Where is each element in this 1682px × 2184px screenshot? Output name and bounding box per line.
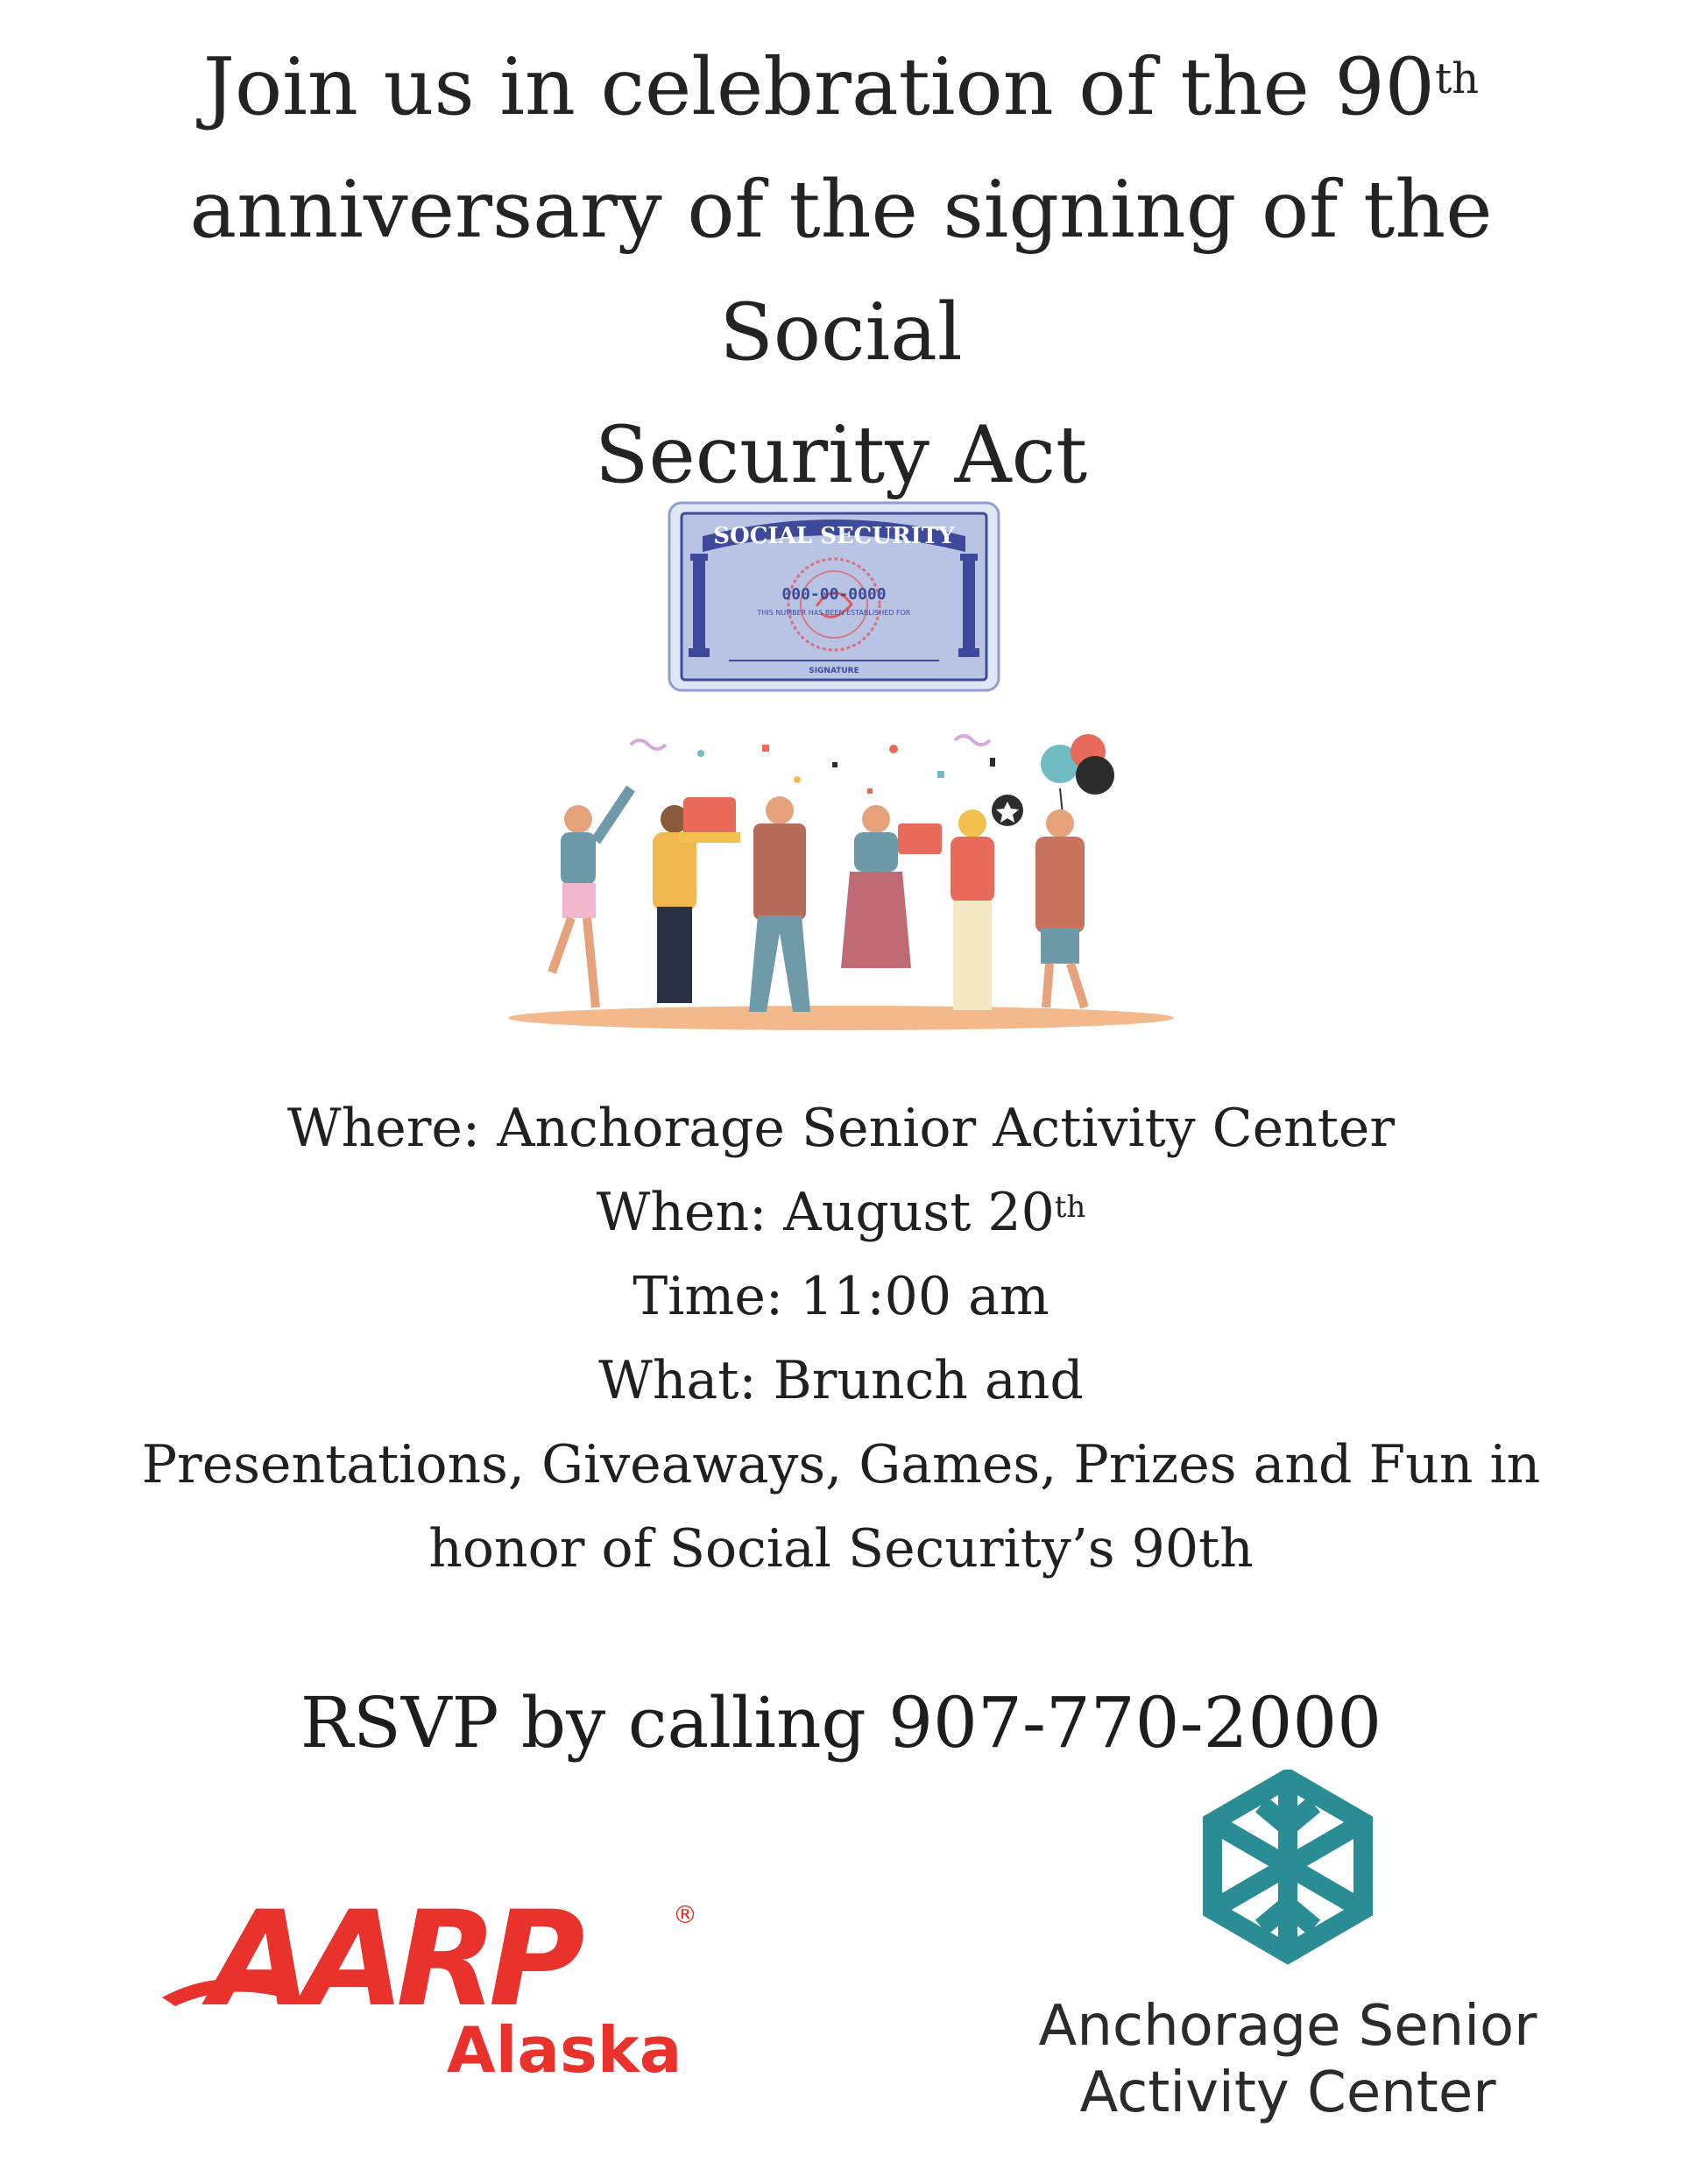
anchorage-senior-activity-center-logo bbox=[999, 1770, 1577, 2155]
what-line-2: Presentations, Giveaways, Games, Prizes and Fun in bbox=[141, 1434, 1541, 1495]
registered-mark: ® bbox=[673, 1900, 697, 1929]
card-signature-label: SIGNATURE bbox=[809, 667, 859, 675]
social-security-card-image bbox=[668, 501, 1000, 692]
headline-line-3: Security Act bbox=[594, 409, 1088, 501]
ascl-line-2: Activity Center bbox=[1079, 2060, 1496, 2125]
what-line-3: honor of Social Security’s 90th bbox=[428, 1518, 1254, 1580]
where-line: Where: Anchorage Senior Activity Center bbox=[286, 1098, 1396, 1159]
headline-line-1: Join us in celebration of the 90th bbox=[202, 41, 1480, 133]
what-line: What: Brunch and bbox=[598, 1350, 1084, 1411]
confetti bbox=[631, 736, 995, 794]
card-title: SOCIAL SECURITY bbox=[713, 523, 955, 549]
time-line: Time: 11:00 am bbox=[633, 1266, 1049, 1327]
card-number: 000-00-0000 bbox=[781, 585, 887, 604]
party-illustration bbox=[499, 727, 1183, 1034]
aarp-region: Alaska bbox=[447, 2013, 682, 2085]
rsvp-line: RSVP by calling 907-770-2000 bbox=[300, 1682, 1382, 1763]
aarp-alaska-logo bbox=[158, 1884, 718, 2085]
aarp-wordmark: AARP bbox=[210, 1884, 576, 2036]
snowflake-icon bbox=[999, 1770, 1577, 1989]
headline-line-2: anniversary of the signing of the Social bbox=[189, 164, 1493, 378]
card-established-text: THIS NUMBER HAS BEEN ESTABLISHED FOR bbox=[757, 609, 911, 617]
headline bbox=[70, 26, 1612, 517]
event-details bbox=[70, 1086, 1612, 1591]
ascl-line-1: Anchorage Senior bbox=[1038, 1994, 1537, 2059]
when-line: When: August 20th bbox=[596, 1182, 1086, 1243]
